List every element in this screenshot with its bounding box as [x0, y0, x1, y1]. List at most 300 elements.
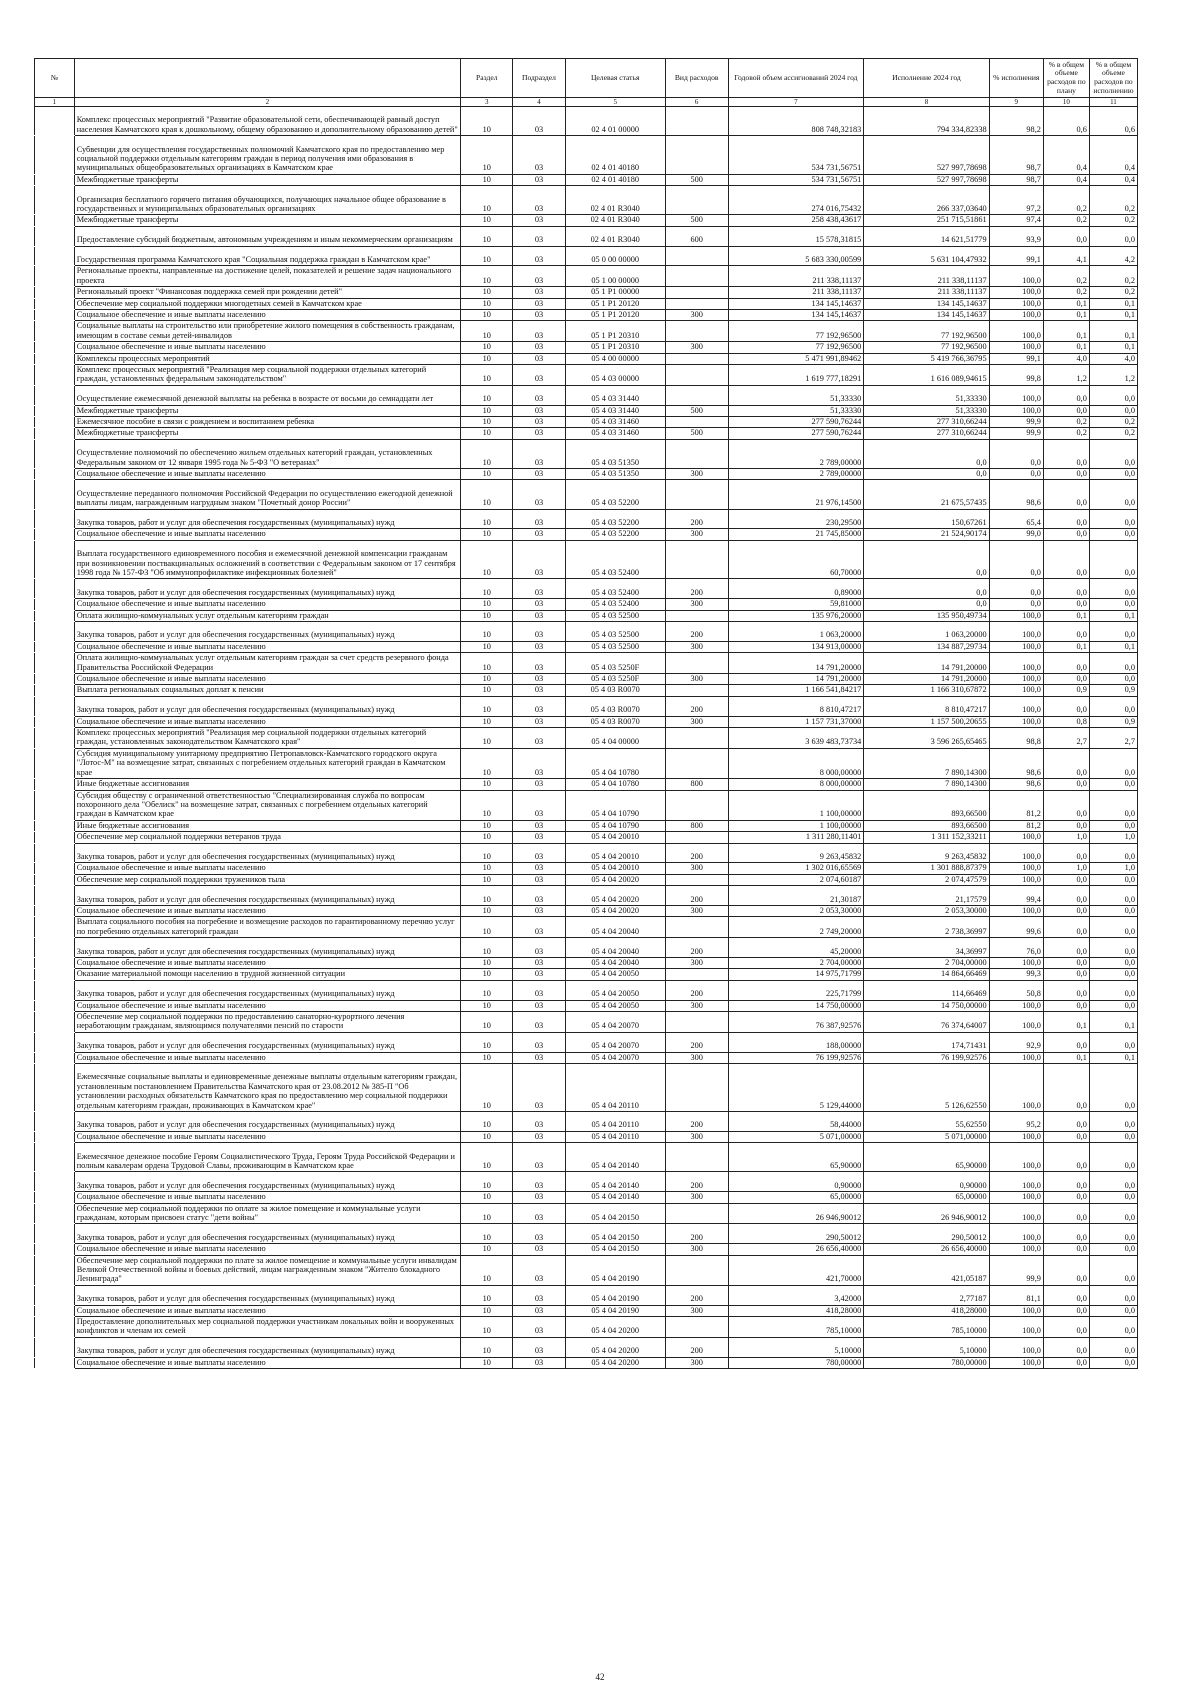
row-share-plan-cell: 0,0: [1043, 969, 1089, 980]
row-share-plan-cell: 0,0: [1043, 957, 1089, 968]
row-plan-cell: 5 071,00000: [728, 1131, 864, 1142]
row-share-plan-cell: 4,0: [1043, 353, 1089, 364]
row-plan-cell: 134 145,14637: [728, 310, 864, 321]
row-expense-type-cell: [665, 969, 728, 980]
row-share-plan-cell: 0,9: [1043, 685, 1089, 696]
row-share-plan-cell: 0,2: [1043, 428, 1089, 439]
table-row: [35, 696, 1138, 716]
row-podrazdel-cell: 03: [513, 1255, 565, 1285]
row-expense-type-cell: [665, 385, 728, 405]
row-razdel-cell: 10: [461, 653, 513, 674]
row-name-cell: Закупка товаров, работ и услуг для обеспечения государственных (муниципальных) нужд: [74, 696, 460, 716]
row-percent-cell: 92,9: [989, 1032, 1043, 1052]
row-target-article-cell: 05 4 04 10780: [565, 748, 665, 778]
row-percent-cell: 0,0: [989, 469, 1043, 480]
row-execution-cell: 7 890,14300: [864, 748, 989, 778]
row-percent-cell: 100,0: [989, 385, 1043, 405]
row-execution-cell: 21 524,90174: [864, 529, 989, 540]
table-row: [35, 1317, 1138, 1338]
row-share-execution-cell: 0,0: [1089, 969, 1137, 980]
row-razdel-cell: 10: [461, 469, 513, 480]
row-execution-cell: 150,67261: [864, 509, 989, 529]
col-number: 6: [665, 98, 728, 107]
row-razdel-cell: 10: [461, 1172, 513, 1192]
row-name-cell: Субвенции для осуществления государственных полномочий Камчатского края по предоставлению мер социальной поддержки отдельным категориям граждан в период получения ими образования в муниципальных общеобразовательных организациях в Камчатском крае: [74, 136, 460, 175]
row-razdel-cell: 10: [461, 509, 513, 529]
row-expense-type-cell: 300: [665, 905, 728, 916]
row-podrazdel-cell: 03: [513, 266, 565, 287]
row-number-cell: [35, 622, 75, 642]
row-plan-cell: 26 946,90012: [728, 1203, 864, 1224]
row-percent-cell: 100,0: [989, 641, 1043, 652]
row-share-plan-cell: 0,0: [1043, 1000, 1089, 1011]
table-row: [35, 1064, 1138, 1112]
row-expense-type-cell: 200: [665, 843, 728, 863]
row-razdel-cell: 10: [461, 832, 513, 843]
row-expense-type-cell: 300: [665, 716, 728, 727]
row-execution-cell: 2 704,00000: [864, 957, 989, 968]
row-share-execution-cell: 0,0: [1089, 540, 1137, 579]
row-podrazdel-cell: 03: [513, 226, 565, 246]
row-number-cell: [35, 980, 75, 1000]
row-name-cell: Социальное обеспечение и иные выплаты населению: [74, 1131, 460, 1142]
row-plan-cell: 1 100,00000: [728, 820, 864, 831]
row-podrazdel-cell: 03: [513, 1203, 565, 1224]
row-podrazdel-cell: 03: [513, 622, 565, 642]
header-execution-percent: % исполнения: [989, 59, 1043, 98]
row-expense-type-cell: [665, 439, 728, 468]
row-target-article-cell: 05 1 P1 20120: [565, 310, 665, 321]
row-percent-cell: 97,4: [989, 215, 1043, 226]
row-plan-cell: 65,90000: [728, 1143, 864, 1172]
row-podrazdel-cell: 03: [513, 215, 565, 226]
row-podrazdel-cell: 03: [513, 969, 565, 980]
row-podrazdel-cell: 03: [513, 874, 565, 885]
row-share-plan-cell: 0,0: [1043, 1317, 1089, 1338]
col-number: 4: [513, 98, 565, 107]
row-target-article-cell: 02 4 01 40180: [565, 136, 665, 175]
row-expense-type-cell: 300: [665, 1192, 728, 1203]
table-body: [35, 107, 1138, 1369]
row-share-execution-cell: 0,0: [1089, 1143, 1137, 1172]
row-expense-type-cell: [665, 1064, 728, 1112]
row-share-plan-cell: 0,0: [1043, 1244, 1089, 1255]
table-row: [35, 226, 1138, 246]
row-share-plan-cell: 0,2: [1043, 417, 1089, 428]
row-number-cell: [35, 342, 75, 353]
row-target-article-cell: 05 0 00 00000: [565, 246, 665, 266]
row-plan-cell: 5 129,44000: [728, 1064, 864, 1112]
row-share-plan-cell: 0,0: [1043, 1112, 1089, 1132]
row-percent-cell: 100,0: [989, 716, 1043, 727]
row-name-cell: Закупка товаров, работ и услуг для обеспечения государственных (муниципальных) нужд: [74, 622, 460, 642]
row-execution-cell: 1 311 152,33211: [864, 832, 989, 843]
row-execution-cell: 0,90000: [864, 1172, 989, 1192]
row-share-plan-cell: 0,0: [1043, 1143, 1089, 1172]
row-percent-cell: 100,0: [989, 1011, 1043, 1032]
row-expense-type-cell: [665, 728, 728, 749]
row-percent-cell: 100,0: [989, 685, 1043, 696]
row-percent-cell: 100,0: [989, 832, 1043, 843]
row-number-cell: [35, 579, 75, 599]
row-plan-cell: 65,00000: [728, 1192, 864, 1203]
row-share-plan-cell: 0,0: [1043, 1192, 1089, 1203]
row-number-cell: [35, 107, 75, 136]
row-percent-cell: 81,1: [989, 1285, 1043, 1305]
row-percent-cell: 98,6: [989, 779, 1043, 790]
row-share-plan-cell: 0,0: [1043, 599, 1089, 610]
row-plan-cell: 14 750,00000: [728, 1000, 864, 1011]
row-podrazdel-cell: 03: [513, 863, 565, 874]
table-row: [35, 599, 1138, 610]
row-target-article-cell: 05 4 04 20190: [565, 1285, 665, 1305]
row-razdel-cell: 10: [461, 405, 513, 416]
row-expense-type-cell: [665, 540, 728, 579]
row-expense-type-cell: [665, 1011, 728, 1032]
row-target-article-cell: 05 4 03 52200: [565, 509, 665, 529]
row-percent-cell: 100,0: [989, 1131, 1043, 1142]
table-row: [35, 790, 1138, 820]
row-execution-cell: 5 071,00000: [864, 1131, 989, 1142]
row-target-article-cell: 05 4 03 31440: [565, 405, 665, 416]
table-row: [35, 298, 1138, 309]
row-share-execution-cell: 0,4: [1089, 174, 1137, 185]
table-row: [35, 832, 1138, 843]
col-number: 10: [1043, 98, 1089, 107]
row-number-cell: [35, 938, 75, 958]
row-razdel-cell: 10: [461, 1224, 513, 1244]
row-percent-cell: 100,0: [989, 1337, 1043, 1357]
table-row: [35, 938, 1138, 958]
row-execution-cell: 14 791,20000: [864, 674, 989, 685]
row-razdel-cell: 10: [461, 905, 513, 916]
row-target-article-cell: 05 4 04 20010: [565, 843, 665, 863]
row-percent-cell: 98,6: [989, 748, 1043, 778]
row-podrazdel-cell: 03: [513, 186, 565, 215]
row-number-cell: [35, 365, 75, 386]
row-share-execution-cell: 0,1: [1089, 321, 1137, 342]
row-plan-cell: 5 471 991,89462: [728, 353, 864, 364]
row-share-plan-cell: 0,0: [1043, 980, 1089, 1000]
row-share-execution-cell: 0,1: [1089, 342, 1137, 353]
row-execution-cell: 114,66469: [864, 980, 989, 1000]
row-execution-cell: 251 715,51861: [864, 215, 989, 226]
row-percent-cell: 100,0: [989, 298, 1043, 309]
row-share-execution-cell: 0,9: [1089, 716, 1137, 727]
row-percent-cell: 100,0: [989, 843, 1043, 863]
row-podrazdel-cell: 03: [513, 385, 565, 405]
row-plan-cell: 51,33330: [728, 385, 864, 405]
row-execution-cell: 527 997,78698: [864, 136, 989, 175]
row-plan-cell: 258 438,43617: [728, 215, 864, 226]
row-percent-cell: 98,7: [989, 174, 1043, 185]
row-share-plan-cell: 0,0: [1043, 1064, 1089, 1112]
row-share-plan-cell: 0,0: [1043, 1131, 1089, 1142]
row-plan-cell: 59,81000: [728, 599, 864, 610]
table-row: [35, 1000, 1138, 1011]
row-razdel-cell: 10: [461, 1337, 513, 1357]
table-row: [35, 843, 1138, 863]
row-percent-cell: 100,0: [989, 1172, 1043, 1192]
row-podrazdel-cell: 03: [513, 696, 565, 716]
row-share-execution-cell: 0,0: [1089, 957, 1137, 968]
row-execution-cell: 134 145,14637: [864, 298, 989, 309]
row-target-article-cell: 02 4 01 00000: [565, 107, 665, 136]
row-percent-cell: 50,8: [989, 980, 1043, 1000]
row-razdel-cell: 10: [461, 716, 513, 727]
row-share-execution-cell: 4,0: [1089, 353, 1137, 364]
header-execution: Исполнение 2024 год: [864, 59, 989, 98]
row-expense-type-cell: 200: [665, 1285, 728, 1305]
row-target-article-cell: 05 4 04 20150: [565, 1203, 665, 1224]
row-expense-type-cell: [665, 480, 728, 509]
row-razdel-cell: 10: [461, 1143, 513, 1172]
row-podrazdel-cell: 03: [513, 1317, 565, 1338]
row-percent-cell: 65,4: [989, 509, 1043, 529]
row-percent-cell: 100,0: [989, 874, 1043, 885]
row-share-execution-cell: 0,0: [1089, 1224, 1137, 1244]
row-razdel-cell: 10: [461, 1032, 513, 1052]
row-target-article-cell: 05 4 04 20010: [565, 863, 665, 874]
row-number-cell: [35, 480, 75, 509]
row-share-plan-cell: 0,0: [1043, 653, 1089, 674]
row-target-article-cell: 05 4 04 20150: [565, 1244, 665, 1255]
header-target-article: Целевая статья: [565, 59, 665, 98]
row-podrazdel-cell: 03: [513, 579, 565, 599]
header-name: [74, 59, 460, 98]
table-row: [35, 246, 1138, 266]
row-plan-cell: 2 053,30000: [728, 905, 864, 916]
table-row: [35, 980, 1138, 1000]
row-target-article-cell: 02 4 01 R3040: [565, 226, 665, 246]
row-name-cell: Обеспечение мер социальной поддержки по оплате за жилое помещение и коммунальные услуги гражданам, которым присвоен статус "дети войны": [74, 1203, 460, 1224]
table-row: [35, 215, 1138, 226]
table-row: [35, 969, 1138, 980]
table-row: [35, 439, 1138, 468]
row-execution-cell: 794 334,82338: [864, 107, 989, 136]
row-razdel-cell: 10: [461, 540, 513, 579]
row-number-cell: [35, 716, 75, 727]
table-row: [35, 342, 1138, 353]
table-row: [35, 287, 1138, 298]
row-share-plan-cell: 0,0: [1043, 469, 1089, 480]
row-execution-cell: 7 890,14300: [864, 779, 989, 790]
row-percent-cell: 0,0: [989, 439, 1043, 468]
row-execution-cell: 26 946,90012: [864, 1203, 989, 1224]
row-name-cell: Комплекс процессных мероприятий "Реализация мер социальной поддержки отдельных категорий граждан, установленных федеральным законодательством": [74, 365, 460, 386]
row-percent-cell: 100,0: [989, 1052, 1043, 1063]
row-expense-type-cell: [665, 1203, 728, 1224]
row-number-cell: [35, 439, 75, 468]
row-razdel-cell: 10: [461, 1000, 513, 1011]
row-target-article-cell: 05 4 03 51350: [565, 439, 665, 468]
row-target-article-cell: 05 4 04 20140: [565, 1192, 665, 1203]
row-podrazdel-cell: 03: [513, 298, 565, 309]
row-razdel-cell: 10: [461, 417, 513, 428]
row-podrazdel-cell: 03: [513, 641, 565, 652]
table-row: [35, 174, 1138, 185]
row-number-cell: [35, 1143, 75, 1172]
row-razdel-cell: 10: [461, 287, 513, 298]
row-plan-cell: 135 976,20000: [728, 610, 864, 621]
row-number-cell: [35, 832, 75, 843]
row-share-execution-cell: 0,0: [1089, 917, 1137, 938]
row-number-cell: [35, 509, 75, 529]
row-share-execution-cell: 0,0: [1089, 696, 1137, 716]
row-execution-cell: 174,71431: [864, 1032, 989, 1052]
row-plan-cell: 21 745,85000: [728, 529, 864, 540]
row-podrazdel-cell: 03: [513, 540, 565, 579]
row-share-execution-cell: 0,0: [1089, 1337, 1137, 1357]
row-target-article-cell: 02 4 01 40180: [565, 174, 665, 185]
row-number-cell: [35, 728, 75, 749]
row-number-cell: [35, 748, 75, 778]
row-podrazdel-cell: 03: [513, 1131, 565, 1142]
row-share-execution-cell: 0,0: [1089, 226, 1137, 246]
table-row: [35, 641, 1138, 652]
table-row: [35, 1357, 1138, 1368]
table-row: [35, 886, 1138, 906]
row-execution-cell: 527 997,78698: [864, 174, 989, 185]
row-expense-type-cell: [665, 136, 728, 175]
row-expense-type-cell: [665, 874, 728, 885]
row-share-execution-cell: 0,0: [1089, 843, 1137, 863]
row-plan-cell: 274 016,75432: [728, 186, 864, 215]
row-razdel-cell: 10: [461, 779, 513, 790]
row-execution-cell: 2 738,36997: [864, 917, 989, 938]
row-name-cell: Иные бюджетные ассигнования: [74, 779, 460, 790]
row-percent-cell: 93,9: [989, 226, 1043, 246]
row-share-plan-cell: 0,0: [1043, 622, 1089, 642]
row-plan-cell: 2 074,60187: [728, 874, 864, 885]
row-share-execution-cell: 0,0: [1089, 439, 1137, 468]
row-name-cell: Социальное обеспечение и иные выплаты населению: [74, 529, 460, 540]
row-plan-cell: 14 791,20000: [728, 674, 864, 685]
row-plan-cell: 3 639 483,73734: [728, 728, 864, 749]
row-expense-type-cell: [665, 186, 728, 215]
row-share-execution-cell: 0,0: [1089, 938, 1137, 958]
row-plan-cell: 5,10000: [728, 1337, 864, 1357]
row-podrazdel-cell: 03: [513, 1112, 565, 1132]
row-execution-cell: 1 157 500,20655: [864, 716, 989, 727]
row-execution-cell: 134 145,14637: [864, 310, 989, 321]
row-target-article-cell: 05 4 04 20010: [565, 832, 665, 843]
table-row: [35, 321, 1138, 342]
row-name-cell: Комплекс процессных мероприятий "Развитие образовательной сети, обеспечивающей равный доступ населения Камчатского края к дошкольному, общему образованию и дополнительному образованию детей": [74, 107, 460, 136]
row-percent-cell: 0,0: [989, 599, 1043, 610]
row-name-cell: Выплата региональных социальных доплат к пенсии: [74, 685, 460, 696]
row-share-execution-cell: 0,0: [1089, 529, 1137, 540]
row-target-article-cell: 05 4 04 10790: [565, 820, 665, 831]
row-target-article-cell: 05 4 04 20040: [565, 957, 665, 968]
row-share-execution-cell: 0,1: [1089, 641, 1137, 652]
row-percent-cell: 99,6: [989, 917, 1043, 938]
row-razdel-cell: 10: [461, 529, 513, 540]
row-execution-cell: 266 337,03640: [864, 186, 989, 215]
row-podrazdel-cell: 03: [513, 980, 565, 1000]
row-podrazdel-cell: 03: [513, 469, 565, 480]
row-expense-type-cell: [665, 1143, 728, 1172]
row-number-cell: [35, 905, 75, 916]
row-number-cell: [35, 820, 75, 831]
row-name-cell: Социальное обеспечение и иные выплаты населению: [74, 1244, 460, 1255]
row-number-cell: [35, 863, 75, 874]
row-share-execution-cell: 0,0: [1089, 599, 1137, 610]
row-plan-cell: 290,50012: [728, 1224, 864, 1244]
table-row: [35, 1172, 1138, 1192]
row-share-execution-cell: 0,0: [1089, 980, 1137, 1000]
row-razdel-cell: 10: [461, 321, 513, 342]
row-execution-cell: 211 338,11137: [864, 266, 989, 287]
row-name-cell: Межбюджетные трансферты: [74, 215, 460, 226]
row-percent-cell: 100,0: [989, 1064, 1043, 1112]
row-execution-cell: 277 310,66244: [864, 428, 989, 439]
row-expense-type-cell: [665, 748, 728, 778]
row-podrazdel-cell: 03: [513, 957, 565, 968]
row-razdel-cell: 10: [461, 342, 513, 353]
row-number-cell: [35, 1285, 75, 1305]
row-share-execution-cell: 0,0: [1089, 1244, 1137, 1255]
row-share-plan-cell: 0,0: [1043, 1285, 1089, 1305]
header-razdel: Раздел: [461, 59, 513, 98]
row-expense-type-cell: 300: [665, 342, 728, 353]
row-execution-cell: 3 596 265,65465: [864, 728, 989, 749]
row-expense-type-cell: [665, 653, 728, 674]
row-plan-cell: 1 100,00000: [728, 790, 864, 820]
row-podrazdel-cell: 03: [513, 779, 565, 790]
table-row: [35, 728, 1138, 749]
row-percent-cell: 99,0: [989, 529, 1043, 540]
table-row: [35, 579, 1138, 599]
row-share-execution-cell: 0,0: [1089, 1285, 1137, 1305]
row-podrazdel-cell: 03: [513, 246, 565, 266]
row-share-execution-cell: 0,1: [1089, 310, 1137, 321]
row-number-cell: [35, 353, 75, 364]
row-percent-cell: 100,0: [989, 321, 1043, 342]
row-podrazdel-cell: 03: [513, 1244, 565, 1255]
row-target-article-cell: 05 4 04 20050: [565, 969, 665, 980]
row-name-cell: Социальные выплаты на строительство или приобретение жилого помещения в собственность гражданам, имеющим в составе семьи детей-инвалидов: [74, 321, 460, 342]
row-target-article-cell: 05 4 03 51350: [565, 469, 665, 480]
row-share-plan-cell: 0,0: [1043, 905, 1089, 916]
table-row: [35, 136, 1138, 175]
row-razdel-cell: 10: [461, 1192, 513, 1203]
row-target-article-cell: 05 1 P1 20310: [565, 342, 665, 353]
row-share-execution-cell: 0,0: [1089, 779, 1137, 790]
row-share-execution-cell: 0,0: [1089, 405, 1137, 416]
row-share-execution-cell: 0,0: [1089, 653, 1137, 674]
row-expense-type-cell: 300: [665, 469, 728, 480]
row-podrazdel-cell: 03: [513, 1285, 565, 1305]
row-share-execution-cell: 0,2: [1089, 266, 1137, 287]
row-plan-cell: 277 590,76244: [728, 417, 864, 428]
row-name-cell: Обеспечение мер социальной поддержки по предоставлению санаторно-курортного лечения неработающим гражданам, являющимся получателями пенсий по старости: [74, 1011, 460, 1032]
row-target-article-cell: 05 4 04 20040: [565, 917, 665, 938]
row-name-cell: Организация бесплатного горячего питания обучающихся, получающих начальное общее образование в государственных и муниципальных образовательных организациях: [74, 186, 460, 215]
row-podrazdel-cell: 03: [513, 365, 565, 386]
row-number-cell: [35, 298, 75, 309]
row-razdel-cell: 10: [461, 428, 513, 439]
row-target-article-cell: 05 4 04 10780: [565, 779, 665, 790]
row-share-plan-cell: 0,0: [1043, 1032, 1089, 1052]
row-share-execution-cell: 0,0: [1089, 579, 1137, 599]
row-share-execution-cell: 0,4: [1089, 136, 1137, 175]
row-execution-cell: 5,10000: [864, 1337, 989, 1357]
row-share-plan-cell: 0,1: [1043, 1011, 1089, 1032]
row-share-execution-cell: 0,0: [1089, 1032, 1137, 1052]
header-podrazdel: Подраздел: [513, 59, 565, 98]
row-name-cell: Социальное обеспечение и иные выплаты населению: [74, 1305, 460, 1316]
